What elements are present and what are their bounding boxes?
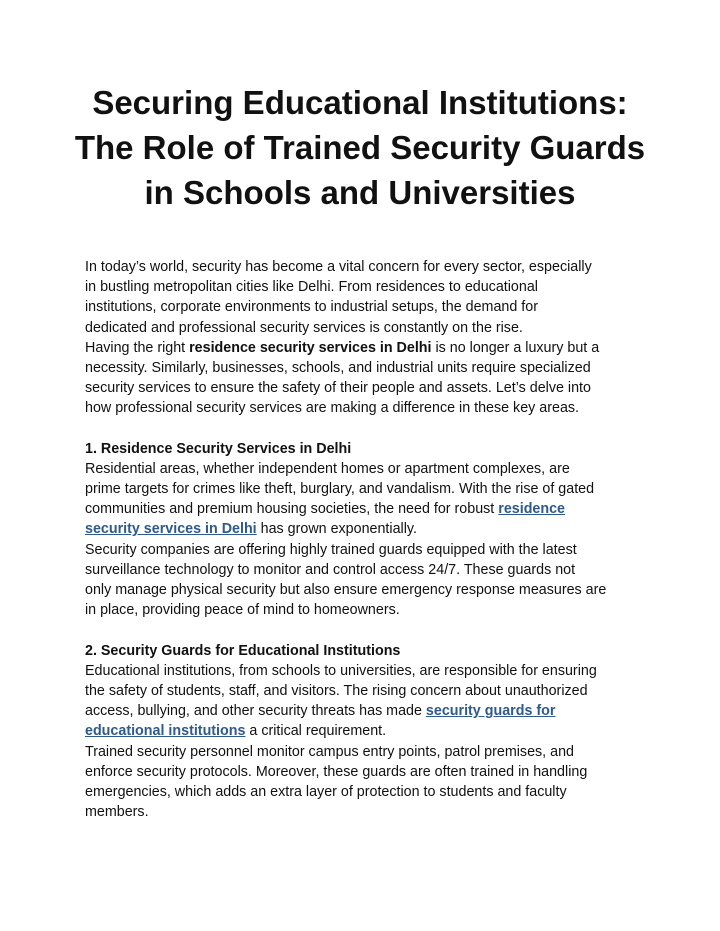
text-line: necessity. Similarly, businesses, schools, and industrial units require specialized (85, 359, 591, 376)
text-line: surveillance technology to monitor and control access 24/7. These guards not (85, 561, 576, 578)
text-line: in place, providing peace of mind to homeowners. (85, 602, 400, 619)
text-run: is no longer a luxury but a (431, 339, 600, 356)
spacer (85, 620, 645, 640)
title-line: Securing Educational Institutions: (92, 84, 628, 121)
section-heading-residence: 1. Residence Security Services in Delhi (85, 440, 352, 457)
text-line (85, 721, 645, 741)
text-line (85, 519, 645, 539)
text-line: prime targets for crimes like theft, burglary, and vandalism. With the rise of gated (85, 481, 595, 498)
text-run: has grown exponentially. (256, 521, 417, 538)
document-title (60, 80, 660, 215)
residence-security-link-cont[interactable]: security services in Delhi (85, 521, 257, 538)
text-line: only manage physical security but also ensure emergency response measures are (85, 582, 607, 598)
educational-security-link[interactable]: security guards for (425, 703, 556, 720)
text-line: Security companies are offering highly trained guards equipped with the latest (85, 541, 577, 558)
text-line: Trained security personnel monitor campus entry points, patrol premises, and (85, 743, 574, 760)
text-line: in bustling metropolitan cities like Delhi. From residences to educational (85, 279, 538, 296)
document-body (85, 257, 645, 822)
text-line: the safety of students, staff, and visitors. The rising concern about unauthorized (85, 682, 588, 699)
text-line (85, 701, 645, 721)
text-line: Educational institutions, from schools to universities, are responsible for ensuring (85, 662, 597, 679)
educational-security-link-cont[interactable]: educational institutions (85, 723, 246, 740)
text-line: enforce security protocols. Moreover, these guards are often trained in handling (85, 763, 588, 780)
residence-security-link[interactable]: residence (498, 501, 566, 518)
text-line: security services to ensure the safety of their people and assets. Let’s delve into (85, 380, 591, 397)
text-line: In today’s world, security has become a vital concern for every sector, especially (85, 259, 592, 275)
text-line: emergencies, which adds an extra layer of protection to students and faculty (85, 783, 567, 800)
spacer (85, 419, 645, 439)
bold-phrase: residence security services in Delhi (189, 339, 432, 356)
text-line (85, 499, 645, 519)
text-line: members. (85, 804, 149, 821)
text-line (85, 338, 645, 358)
text-run: access, bullying, and other security threats has made (85, 703, 426, 720)
text-line: dedicated and professional security services is constantly on the rise. (85, 319, 523, 336)
section-heading-educational: 2. Security Guards for Educational Institutions (85, 642, 401, 659)
title-line: in Schools and Universities (144, 174, 576, 211)
title-line: The Role of Trained Security Guards (74, 129, 646, 166)
text-line: institutions, corporate environments to industrial setups, the demand for (85, 299, 538, 316)
text-line: Residential areas, whether independent homes or apartment complexes, are (85, 460, 570, 477)
text-run: Having the right (85, 339, 190, 356)
text-line: how professional security services are making a difference in these key areas. (85, 400, 580, 417)
text-run: communities and premium housing societies, the need for robust (85, 501, 499, 518)
text-run: a critical requirement. (245, 723, 387, 740)
